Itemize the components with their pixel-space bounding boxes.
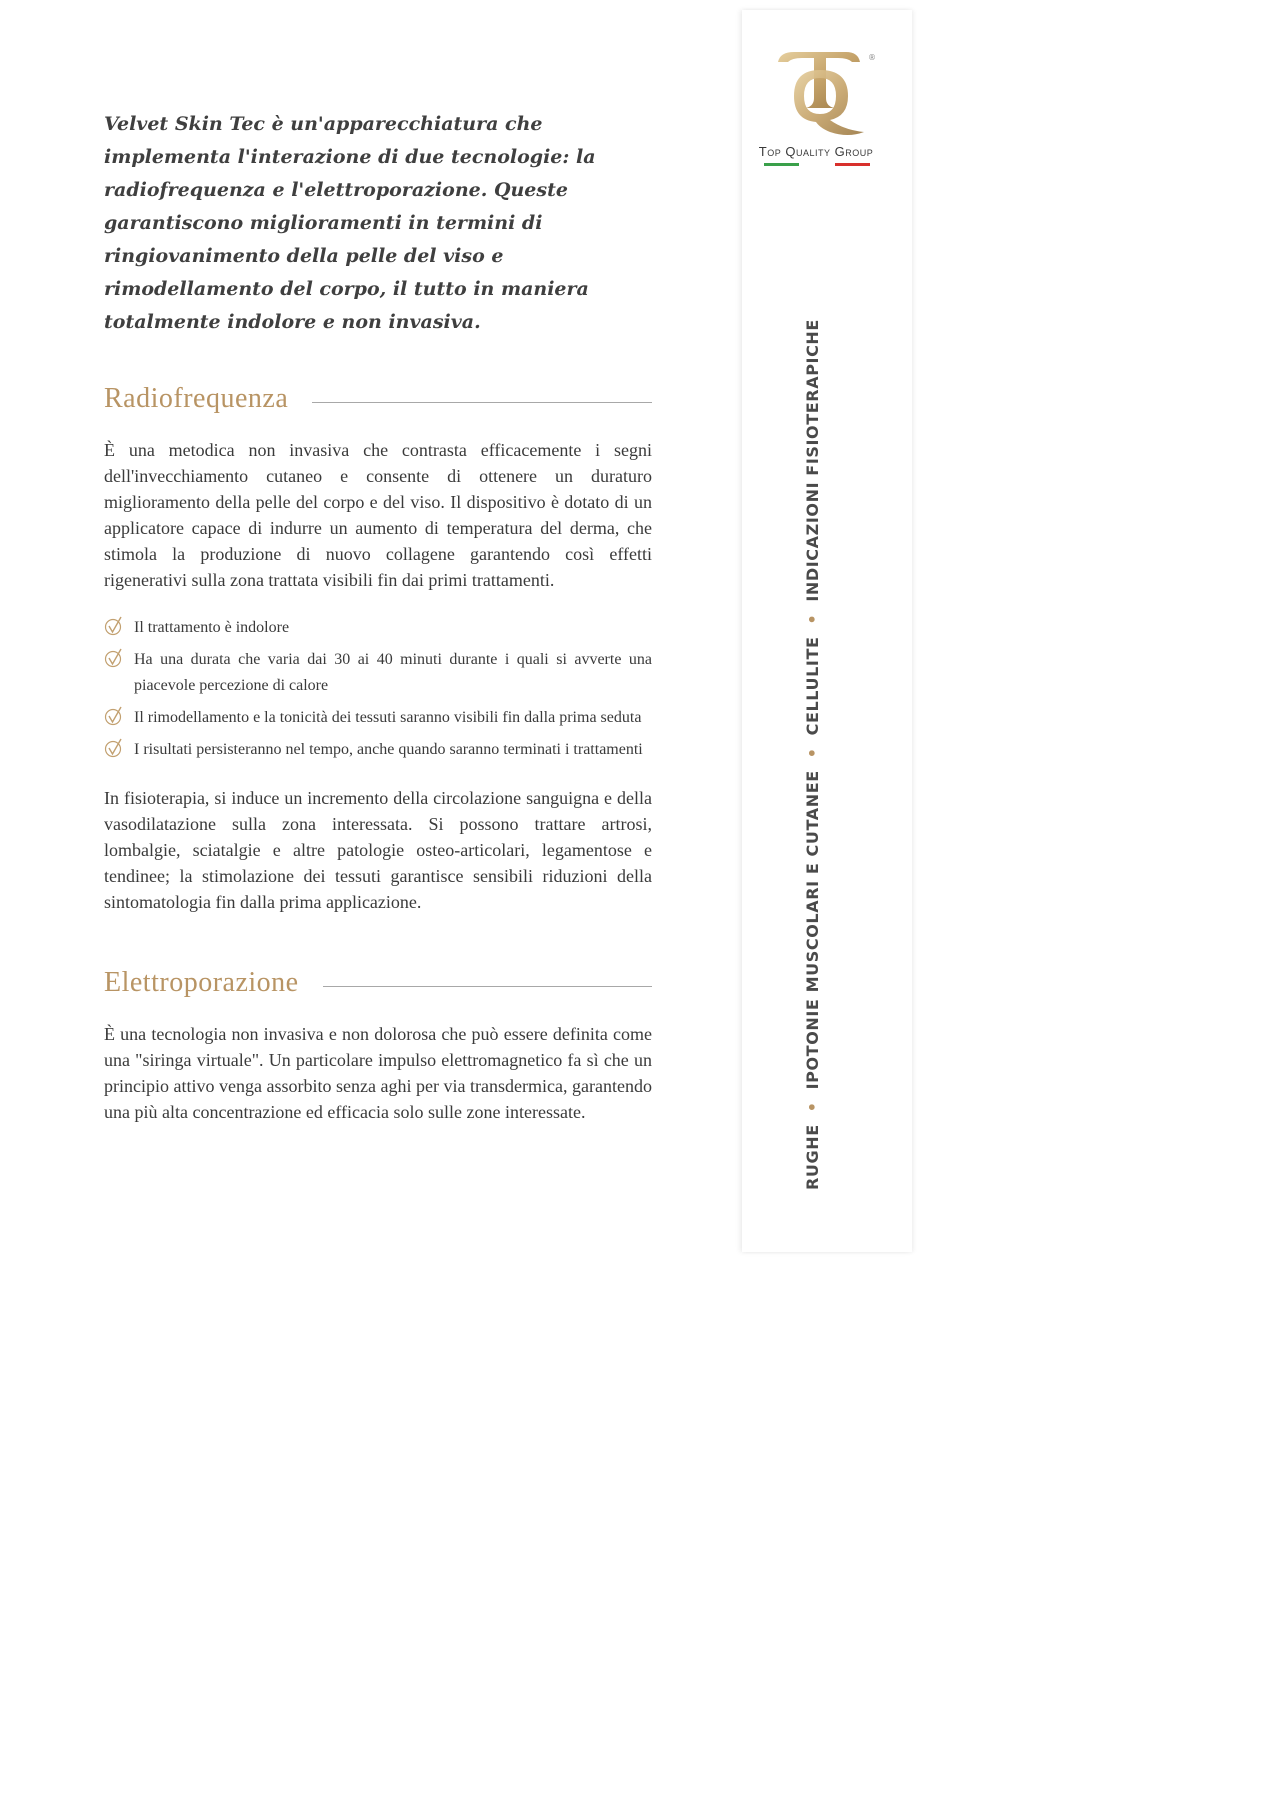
checklist-text: I risultati persisteranno nel tempo, anche quando saranno terminati i trattamenti	[134, 741, 643, 758]
benefits-checklist	[104, 615, 652, 763]
checklist-text: Ha una durata che varia dai 30 ai 40 minuti durante i quali si avverte una piacevole percezione di calore	[134, 651, 652, 694]
section-title: Radiofrequenza	[104, 383, 289, 414]
italian-flag-bar	[764, 163, 870, 166]
intro-text: Velvet Skin Tec è un'apparecchiatura che implementa l'interazione di due tecnologie: la radiofrequenza e l'elettroporazione. Queste garantiscono miglioramenti in termini di ringiovanimento della pelle del viso e rimodellamento del corpo, il tutto in maniera totalmente indolore e non invasiva.	[104, 113, 596, 333]
registered-mark: ®	[868, 53, 876, 62]
radiofrequenza-paragraph: È una metodica non invasiva che contrasta efficacemente i segni dell'invecchiamento cutaneo e consente di ottenere un duraturo miglioramento della pelle del corpo e del viso. Il dispositivo è dotato di un applicatore capace di indurre un aumento di temperatura del derma, che stimola la produzione di nuovo collagene garantendo così effetti rigenerativi sulla zona trattata visibili fin dai primi trattamenti.	[104, 440, 652, 590]
section-header-radiofrequenza	[104, 383, 652, 415]
section-header-elettroporazione	[104, 967, 652, 999]
check-circle-icon	[104, 737, 124, 759]
checklist-text: Il trattamento è indolore	[134, 619, 290, 636]
section-title: Elettroporazione	[104, 967, 299, 998]
separator-dot: •	[803, 1101, 822, 1113]
check-circle-icon	[104, 647, 124, 669]
section-divider	[323, 986, 652, 987]
main-content	[104, 108, 652, 1125]
indication-item: RUGHE	[803, 1124, 822, 1190]
checklist-item	[104, 737, 652, 763]
brand-name: Top Quality Group	[758, 144, 874, 159]
indication-item: INDICAZIONI FISIOTERAPICHE	[803, 319, 822, 602]
check-circle-icon	[104, 615, 124, 637]
indication-item: CELLULITE	[803, 636, 822, 736]
checklist-item	[104, 705, 652, 731]
checklist-item	[104, 647, 652, 699]
tq-logo-icon	[760, 40, 880, 150]
fisioterapia-paragraph: In fisioterapia, si induce un incremento della circolazione sanguigna e della vasodilatazione sulla zona interessata. Si possono trattare artrosi, lombalgie, sciatalgie e altre patologie osteo-articolari, legamentose e tendinee; la stimolazione dei tessuti garantisce sensibili riduzioni della sintomatologia fin dalla prima applicazione.	[104, 788, 652, 912]
checklist-text: Il rimodellamento e la tonicità dei tessuti saranno visibili fin dalla prima seduta	[134, 709, 642, 726]
check-circle-icon	[104, 705, 124, 727]
indication-item: IPOTONIE MUSCOLARI E CUTANEE	[803, 770, 822, 1090]
vertical-indications-list	[803, 319, 822, 1190]
side-bookmark-panel	[742, 10, 912, 1252]
separator-dot: •	[803, 613, 822, 625]
section-divider	[312, 402, 652, 403]
checklist-item	[104, 615, 652, 641]
elettroporazione-paragraph: È una tecnologia non invasiva e non dolorosa che può essere definita come una "siringa virtuale". Un particolare impulso elettromagnetico fa sì che un principio attivo venga assorbito senza aghi per via transdermica, garantendo una più alta concentrazione ed efficacia solo sulle zone interessate.	[104, 1024, 652, 1122]
separator-dot: •	[803, 747, 822, 759]
